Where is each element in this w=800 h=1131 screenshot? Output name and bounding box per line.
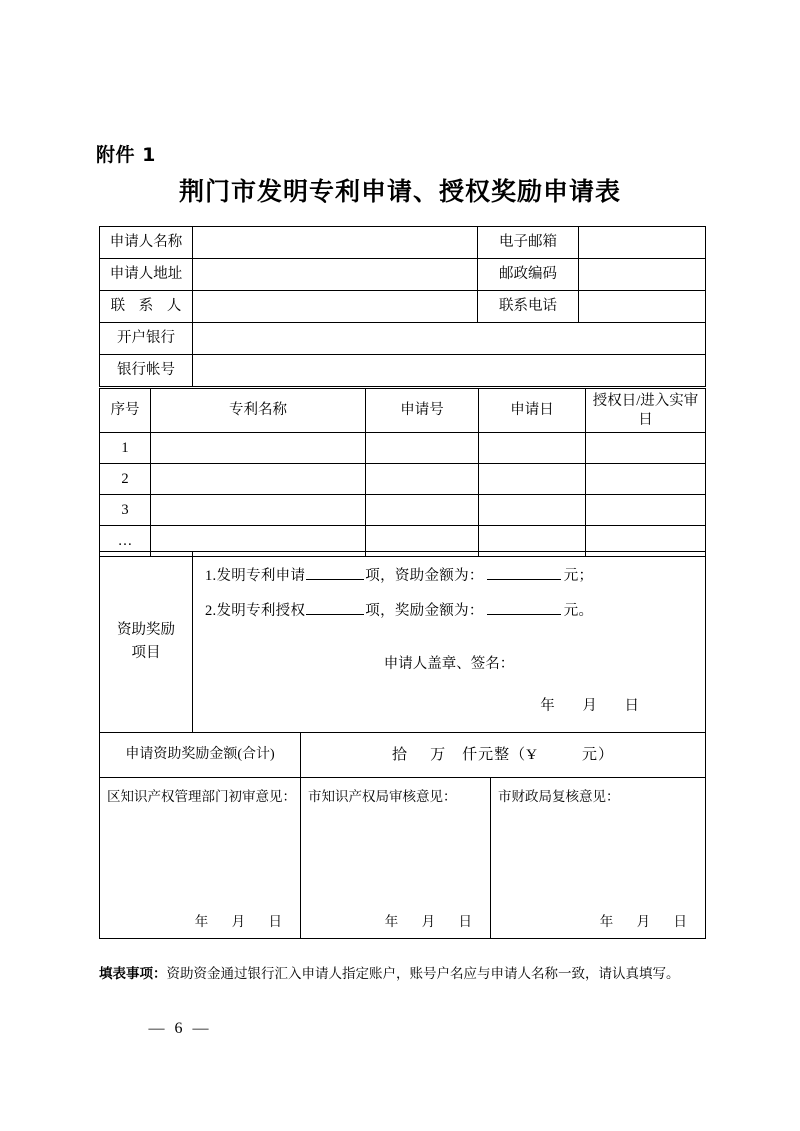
currency-symbol: Ұ xyxy=(526,747,538,763)
subsidy-row xyxy=(100,552,706,733)
subsidy-item2-mid: 项，奖励金额为： xyxy=(365,603,484,619)
value-total-amount[interactable] xyxy=(301,733,706,778)
amount-unit-shi: 拾 xyxy=(392,747,409,763)
label-applicant-address: 申请人地址 xyxy=(100,259,193,291)
label-postcode: 邮政编码 xyxy=(478,259,579,291)
table-row xyxy=(100,464,706,495)
cell-index: 3 xyxy=(100,495,151,526)
opinion-box-city-ip[interactable] xyxy=(301,778,491,939)
cell-grant-date[interactable] xyxy=(586,433,706,464)
cell-patent-name[interactable] xyxy=(151,495,366,526)
page-title: 荆门市发明专利申请、授权奖励申请表 xyxy=(178,177,621,206)
cell-application-no[interactable] xyxy=(366,433,479,464)
opinion-box-district-ip[interactable] xyxy=(100,778,301,939)
opinion-date-city-ip[interactable]: 年 月 日 xyxy=(384,914,482,929)
header-index: 序号 xyxy=(100,389,151,433)
subsidy-item1-amount-blank[interactable] xyxy=(487,565,561,580)
cell-application-date[interactable] xyxy=(479,464,586,495)
amount-paren-open: （ xyxy=(510,747,527,763)
table-row xyxy=(100,433,706,464)
amount-unit-wan: 万 xyxy=(430,747,447,763)
subsidy-item2-suffix: 元。 xyxy=(563,603,594,619)
opinion-date-district-ip[interactable]: 年 月 日 xyxy=(194,914,292,929)
footnote-text: 资助资金通过银行汇入申请人指定账户，账号户名应与申请人名称一致，请认真填写。 xyxy=(166,966,680,981)
opinions-row xyxy=(100,778,706,939)
amount-unit-qian: 仟元整 xyxy=(462,747,511,763)
subsidy-item1-prefix: 1.发明专利申请 xyxy=(205,568,306,584)
subsidy-item2-amount-blank[interactable] xyxy=(487,600,561,615)
table-row-account xyxy=(100,355,706,387)
cell-patent-name[interactable] xyxy=(151,433,366,464)
opinion-title-city-ip: 市知识产权局审核意见： xyxy=(308,789,457,804)
subsidy-item1-suffix: 元； xyxy=(563,568,594,584)
cell-patent-name[interactable] xyxy=(151,464,366,495)
label-total-amount: 申请资助奖励金额(合计) xyxy=(100,733,301,778)
subsidy-item2-prefix: 2.发明专利授权 xyxy=(205,603,306,619)
subsidy-label-line1: 资助奖励 xyxy=(117,622,175,638)
header-patent-name: 专利名称 xyxy=(151,389,366,433)
header-application-no: 申请号 xyxy=(366,389,479,433)
value-email[interactable] xyxy=(579,227,706,259)
subsidy-item1-count-blank[interactable] xyxy=(306,565,364,580)
footnote-key: 填表事项： xyxy=(99,966,167,982)
table-row-bank xyxy=(100,323,706,355)
opinion-date-finance[interactable]: 年 月 日 xyxy=(599,914,698,929)
value-bank-account[interactable] xyxy=(193,355,706,387)
label-applicant-name: 申请人名称 xyxy=(100,227,193,259)
cell-grant-date[interactable] xyxy=(586,464,706,495)
label-subsidy-project xyxy=(100,552,193,733)
value-applicant-name[interactable] xyxy=(193,227,478,259)
applicant-signature-date[interactable]: 年 月 日 xyxy=(540,698,652,714)
application-form-table xyxy=(99,226,706,387)
opinion-title-finance: 市财政局复核意见： xyxy=(498,789,620,804)
cell-index: 1 xyxy=(100,433,151,464)
opinion-box-finance[interactable] xyxy=(491,778,706,939)
cell-application-date[interactable] xyxy=(479,495,586,526)
cell-application-no[interactable] xyxy=(366,464,479,495)
subsidy-label-line2: 项目 xyxy=(131,645,161,661)
subsidy-content-cell xyxy=(193,552,706,733)
applicant-signature-label: 申请人盖章、签名： xyxy=(383,656,515,672)
amount-paren-close: ） xyxy=(597,747,614,763)
cell-application-no[interactable] xyxy=(366,495,479,526)
value-contact-person[interactable] xyxy=(193,291,478,323)
footnote xyxy=(99,962,719,982)
cell-grant-date[interactable] xyxy=(586,495,706,526)
amount-row xyxy=(100,733,706,778)
cell-application-date[interactable] xyxy=(479,433,586,464)
label-bank-account: 银行帐号 xyxy=(100,355,193,387)
value-bank-name[interactable] xyxy=(193,323,706,355)
patent-table-header-row xyxy=(100,389,706,433)
amount-unit-yuan: 元 xyxy=(581,747,598,763)
header-application-date: 申请日 xyxy=(479,389,586,433)
header-grant-date: 授权日/进入实审日 xyxy=(586,389,706,433)
value-postcode[interactable] xyxy=(579,259,706,291)
attachment-label: 附件 1 xyxy=(96,144,156,166)
opinion-title-district-ip: 区知识产权管理部门初审意见： xyxy=(107,789,296,804)
table-row-applicant-name xyxy=(100,227,706,259)
subsidy-item-1 xyxy=(205,564,691,585)
table-row-contact xyxy=(100,291,706,323)
table-row-applicant-address xyxy=(100,259,706,291)
value-contact-phone[interactable] xyxy=(579,291,706,323)
label-email: 电子邮箱 xyxy=(478,227,579,259)
label-bank-name: 开户银行 xyxy=(100,323,193,355)
subsidy-item-2 xyxy=(205,599,691,620)
value-applicant-address[interactable] xyxy=(193,259,478,291)
cell-index: 2 xyxy=(100,464,151,495)
label-contact-phone: 联系电话 xyxy=(478,291,579,323)
label-contact-person: 联 系 人 xyxy=(100,291,193,323)
table-row xyxy=(100,495,706,526)
patent-list-table xyxy=(99,388,706,557)
page-number: — 6 — xyxy=(148,1020,212,1037)
cell-index: … xyxy=(100,526,151,557)
subsidy-and-opinions-table xyxy=(99,551,706,939)
subsidy-item2-count-blank[interactable] xyxy=(306,600,364,615)
subsidy-item1-mid: 项，资助金额为： xyxy=(365,568,484,584)
